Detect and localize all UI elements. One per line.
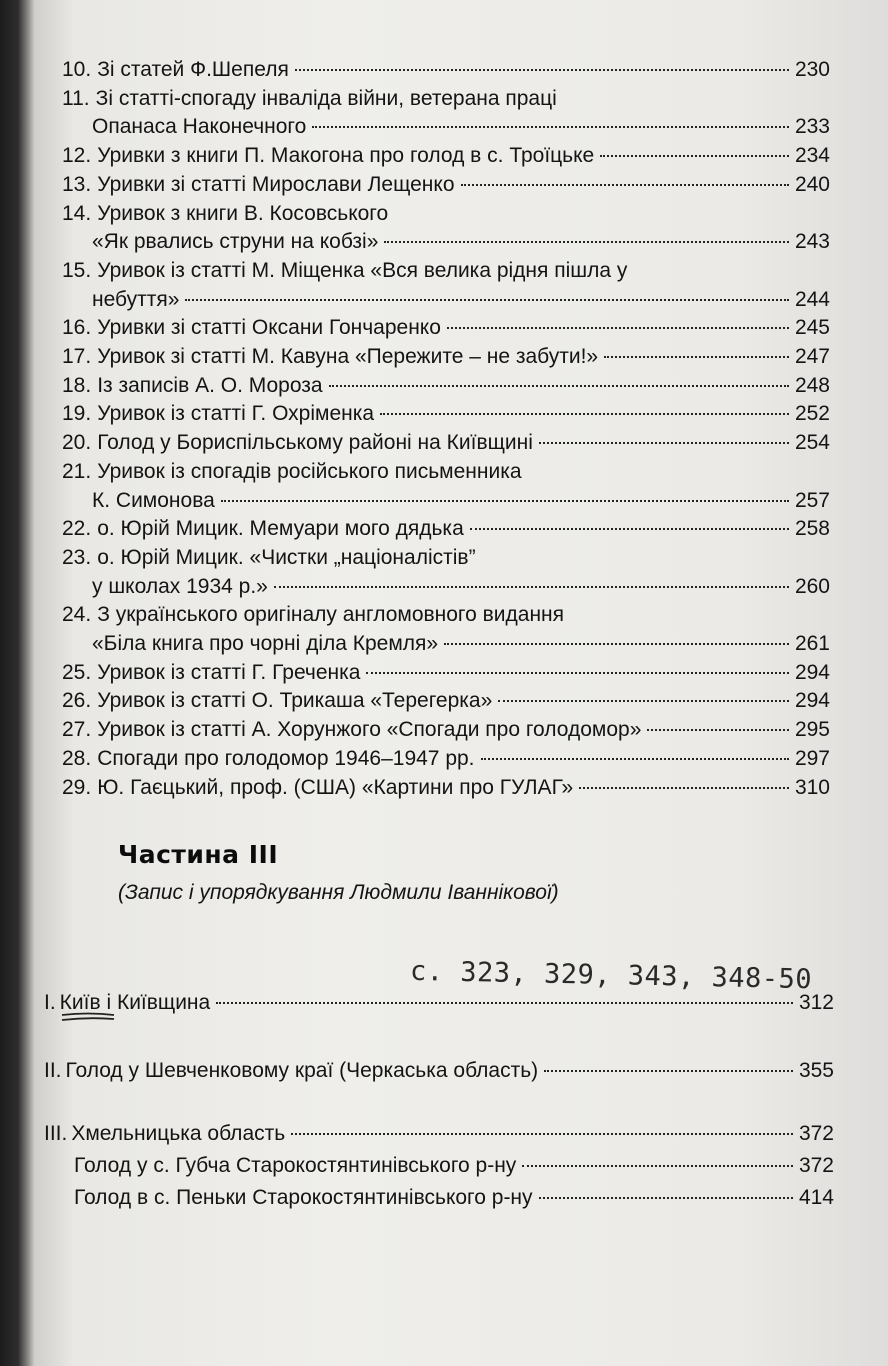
page-number: 297 xyxy=(794,746,830,770)
entry-title: Уривки з книги П. Макогона про голод в с. Троїцьке xyxy=(97,144,595,168)
page-number: 230 xyxy=(794,58,830,81)
toc-entry xyxy=(62,343,830,372)
entry-title: Київ і Київщина xyxy=(59,991,211,1014)
page-number: 260 xyxy=(794,574,830,598)
toc-entry xyxy=(62,774,830,803)
leader-dots xyxy=(600,155,789,157)
entry-title: Уривок з книги В. Косовського xyxy=(97,201,389,225)
leader-dots xyxy=(221,500,789,502)
leader-dots xyxy=(539,442,789,444)
entry-title: Уривок із статті О. Трикаша «Терегерка» xyxy=(97,689,493,713)
entry-title: Із записів А. О. Мороза xyxy=(97,373,323,397)
toc-entry-continuation xyxy=(62,487,830,516)
entry-title-continuation: небуття» xyxy=(92,287,180,311)
page-number: 258 xyxy=(794,517,830,541)
entry-title: Уривки зі статті Мирослави Лещенко xyxy=(97,172,455,196)
page-number: 372 xyxy=(798,1154,834,1177)
entry-title: Голод у Шевченковому краї (Черкаська область) xyxy=(65,1059,539,1082)
leader-dots xyxy=(329,385,789,387)
page-number: 414 xyxy=(798,1186,834,1209)
entry-title: Зі статті-спогаду інваліда війни, ветерана праці xyxy=(95,86,557,110)
entry-title: Уривок із статті Г. Охріменка xyxy=(97,402,375,426)
page-number: 252 xyxy=(794,402,830,426)
toc-entry xyxy=(62,257,830,286)
page-number: 234 xyxy=(794,144,830,168)
toc-entry xyxy=(62,687,830,716)
leader-dots xyxy=(185,299,789,301)
leader-dots xyxy=(295,69,789,71)
leader-dots xyxy=(539,1197,793,1199)
leader-dots xyxy=(470,528,789,530)
entry-number: 27. xyxy=(62,718,92,742)
entry-title: Ю. Гаєцький, проф. (США) «Картини про ГУЛАГ» xyxy=(97,775,574,799)
leader-dots xyxy=(291,1133,793,1135)
leader-dots xyxy=(647,729,789,731)
toc-entry xyxy=(62,601,830,630)
handwritten-note: с. 323, 329, 343, 348-50 xyxy=(409,955,813,996)
entry-title: Уривок зі статті М. Кавуна «Пережите – не забути!» xyxy=(97,345,599,369)
entry-title: Уривок із спогадів російського письменника xyxy=(97,459,522,483)
entry-number: 21. xyxy=(62,459,92,483)
entry-number: 25. xyxy=(62,660,92,684)
entry-title-continuation: Опанаса Наконечного xyxy=(92,115,307,139)
entry-number: 16. xyxy=(62,316,92,340)
entry-number: 12. xyxy=(62,144,92,168)
entry-number: 10. xyxy=(62,58,92,81)
entry-title: З українського оригіналу англомовного видання xyxy=(97,603,565,627)
page-number: 245 xyxy=(794,316,830,340)
toc-entry xyxy=(62,314,830,343)
entry-title: Спогади про голодомор 1946–1947 рр. xyxy=(97,746,475,770)
entry-title: Зі статей Ф.Шепеля xyxy=(97,58,289,81)
leader-dots xyxy=(461,184,789,186)
leader-dots xyxy=(366,672,788,674)
page-number: 372 xyxy=(798,1122,834,1145)
toc-entry xyxy=(62,171,830,200)
page-number: 244 xyxy=(794,287,830,311)
leader-dots xyxy=(447,327,789,329)
toc-entry xyxy=(62,716,830,745)
page-number: 248 xyxy=(794,373,830,397)
entry-title: о. Юрій Мицик. Мемуари мого дядька xyxy=(97,517,464,541)
leader-dots xyxy=(604,356,789,358)
book-binding xyxy=(0,0,34,1366)
entry-title: Хмельницька область xyxy=(71,1122,286,1145)
toc-entry-1 xyxy=(44,987,834,1019)
entry-title: Голод в с. Пеньки Старокостянтинівського р-ну xyxy=(74,1186,533,1209)
leader-dots xyxy=(481,758,789,760)
entry-title: Голод у с. Губча Старокостянтинівського р-ну xyxy=(74,1154,517,1177)
entry-number: 14. xyxy=(62,201,92,225)
toc-subentry xyxy=(44,1150,834,1182)
entry-number: 23. xyxy=(62,545,92,569)
toc-entry xyxy=(62,659,830,688)
toc-subentry xyxy=(44,1182,834,1214)
page-number: 247 xyxy=(794,345,830,369)
leader-dots xyxy=(216,1002,793,1004)
part-title: Частина III xyxy=(118,840,279,869)
entry-number: 17. xyxy=(62,345,92,369)
toc-entry xyxy=(62,429,830,458)
entry-title: Уривки зі статті Оксани Гончаренко xyxy=(97,316,441,340)
entry-number: 18. xyxy=(62,373,92,397)
page-number: 243 xyxy=(794,230,830,254)
toc-entry xyxy=(62,400,830,429)
toc-entry-continuation xyxy=(62,228,830,257)
toc-entry xyxy=(62,85,830,114)
entry-number: 24. xyxy=(62,603,92,627)
leader-dots xyxy=(380,413,789,415)
entry-title: Уривок із статті А. Хорунжого «Спогади про голодомор» xyxy=(97,718,642,742)
entry-number: 11. xyxy=(62,86,90,110)
page-number: 294 xyxy=(794,660,830,684)
leader-dots xyxy=(312,126,789,128)
toc-entry xyxy=(62,458,830,487)
entry-title: Уривок із статті Г. Греченка xyxy=(97,660,361,684)
page-number: 257 xyxy=(794,488,830,512)
page-number: 254 xyxy=(794,431,830,455)
toc-entry xyxy=(62,544,830,573)
entry-title: Уривок із статті М. Міщенка «Вся велика рідня пішла у xyxy=(97,258,628,282)
entry-number: 20. xyxy=(62,431,92,455)
table-of-contents xyxy=(62,56,830,802)
toc-entry-2 xyxy=(44,1055,834,1087)
leader-dots xyxy=(544,1070,793,1072)
entry-number: 22. xyxy=(62,517,92,541)
entry-title-continuation: «Біла книга про чорні діла Кремля» xyxy=(92,632,439,656)
entry-title-continuation: К. Симонова xyxy=(92,488,215,512)
entry-number: 26. xyxy=(62,689,92,713)
toc-entry-continuation xyxy=(62,630,830,659)
page-number: 295 xyxy=(794,718,830,742)
page-number: 312 xyxy=(798,991,834,1014)
entry-number: 13. xyxy=(62,172,92,196)
leader-dots xyxy=(579,787,789,789)
entry-title: Голод у Бориспільському районі на Київщині xyxy=(97,431,533,455)
leader-dots xyxy=(384,241,789,243)
entry-number: III. xyxy=(44,1122,68,1145)
entry-number: 29. xyxy=(62,775,92,799)
entry-title: о. Юрій Мицик. «Чистки „націоналістів” xyxy=(97,545,476,569)
part-subtitle: (Запис і упорядкування Людмили Іваннікової) xyxy=(118,881,559,904)
toc-entry xyxy=(62,515,830,544)
leader-dots xyxy=(274,586,789,588)
page-number: 240 xyxy=(794,172,830,196)
toc-entry xyxy=(62,56,830,85)
entry-number: 19. xyxy=(62,402,92,426)
toc-entry-3 xyxy=(44,1118,834,1214)
page-number: 261 xyxy=(794,632,830,656)
toc-entry xyxy=(62,372,830,401)
entry-number: 15. xyxy=(62,258,92,282)
entry-title-continuation: у школах 1934 р.» xyxy=(92,574,268,598)
page-number: 294 xyxy=(794,689,830,713)
entry-number: I. xyxy=(44,991,56,1014)
toc-entry-continuation xyxy=(62,113,830,142)
page-number: 310 xyxy=(794,775,830,799)
toc-entry xyxy=(62,200,830,229)
toc-entry xyxy=(62,142,830,171)
leader-dots xyxy=(498,700,789,702)
entry-title-continuation: «Як рвались струни на кобзі» xyxy=(92,230,379,254)
page-number: 233 xyxy=(794,115,830,139)
entry-number: 28. xyxy=(62,746,92,770)
toc-entry-continuation xyxy=(62,286,830,315)
toc-entry-continuation xyxy=(62,573,830,602)
leader-dots xyxy=(522,1165,793,1167)
page-number: 355 xyxy=(798,1059,834,1082)
toc-entry xyxy=(62,745,830,774)
entry-number: II. xyxy=(44,1059,62,1082)
leader-dots xyxy=(444,643,789,645)
